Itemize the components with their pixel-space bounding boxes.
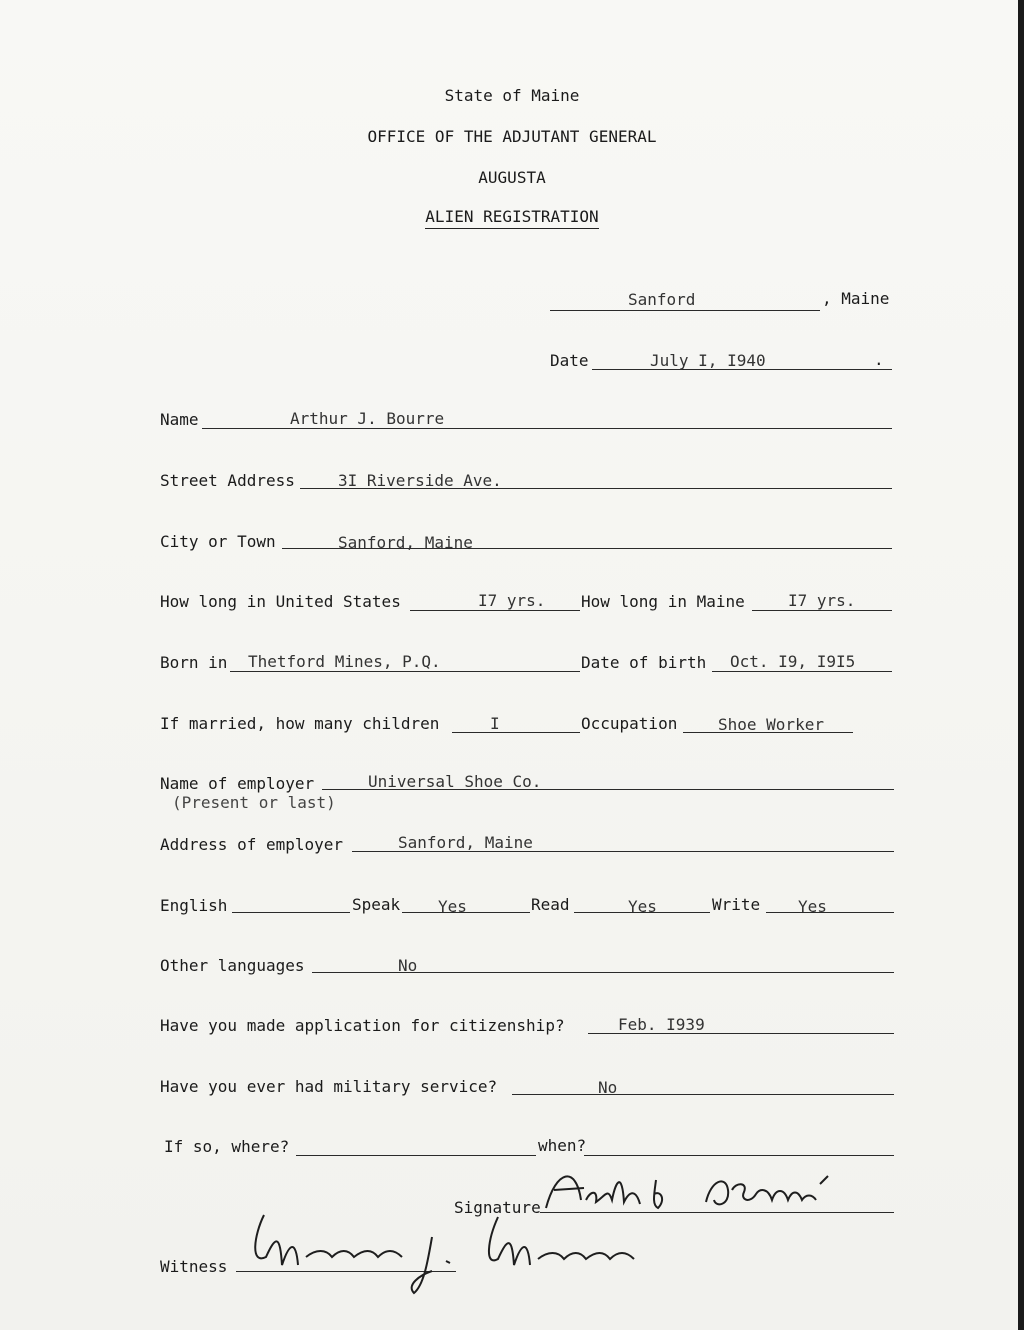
military-line [512, 1094, 894, 1095]
city-value: Sanford, Maine [338, 533, 473, 552]
emp-addr-label: Address of employer [160, 835, 344, 854]
english-line [232, 912, 350, 913]
employer-value: Universal Shoe Co. [368, 772, 542, 791]
dob-line [712, 671, 892, 672]
place-value: Sanford [628, 290, 696, 309]
children-line [452, 732, 580, 733]
name-label: Name [160, 410, 199, 429]
read-value: Yes [628, 897, 657, 916]
children-label: If married, how many children [160, 714, 440, 733]
write-label: Write [712, 895, 761, 914]
citizenship-value: Feb. I939 [618, 1015, 705, 1034]
read-label: Read [531, 895, 570, 914]
children-value: I [490, 714, 500, 733]
us-value: I7 yrs. [478, 591, 546, 610]
dob-label: Date of birth [581, 653, 707, 672]
employer-label: Name of employer [160, 774, 315, 793]
street-value: 3I Riverside Ave. [338, 471, 502, 490]
signature-label: Signature [454, 1198, 541, 1217]
where-line [296, 1155, 536, 1156]
street-label: Street Address [160, 471, 295, 490]
date-period: . [874, 350, 884, 369]
us-line [410, 610, 580, 611]
office-heading: OFFICE OF THE ADJUTANT GENERAL [367, 127, 657, 146]
speak-value: Yes [438, 897, 467, 916]
born-value: Thetford Mines, P.Q. [248, 652, 441, 671]
name-line [202, 428, 892, 429]
date-value: July I, I940 [650, 351, 766, 370]
write-value: Yes [798, 897, 827, 916]
maine-label: How long in Maine [581, 592, 745, 611]
place-line [550, 310, 820, 311]
maine-line [752, 610, 892, 611]
when-label: when? [538, 1136, 587, 1155]
where-label: If so, where? [164, 1137, 290, 1156]
place-suffix: , Maine [822, 289, 890, 308]
born-line [230, 671, 580, 672]
military-label: Have you ever had military service? [160, 1077, 498, 1096]
born-label: Born in [160, 653, 228, 672]
emp-addr-value: Sanford, Maine [398, 833, 533, 852]
write-line [766, 912, 894, 913]
military-value: No [598, 1078, 618, 1097]
witness-label: Witness [160, 1257, 228, 1276]
citizenship-label: Have you made application for citizenship? [160, 1016, 565, 1035]
city-label: City or Town [160, 532, 276, 551]
state-heading: State of Maine [444, 86, 580, 105]
date-label: Date [550, 351, 589, 370]
when-line [584, 1155, 894, 1156]
name-value: Arthur J. Bourre [290, 409, 445, 428]
form-title-text: ALIEN REGISTRATION [425, 207, 598, 229]
witness-handwriting [236, 1205, 656, 1300]
city-heading: AUGUSTA [478, 168, 546, 187]
maine-value: I7 yrs. [788, 591, 856, 610]
scan-edge [1018, 0, 1024, 1330]
us-label: How long in United States [160, 592, 401, 611]
employer-sublabel: (Present or last) [172, 793, 336, 812]
english-label: English [160, 896, 228, 915]
form-title [0, 207, 1024, 226]
dob-value: Oct. I9, I9I5 [730, 652, 856, 671]
occupation-label: Occupation [581, 714, 678, 733]
other-lang-label: Other languages [160, 956, 305, 975]
other-lang-value: No [398, 956, 418, 975]
speak-label: Speak [352, 895, 401, 914]
occupation-value: Shoe Worker [718, 715, 824, 734]
